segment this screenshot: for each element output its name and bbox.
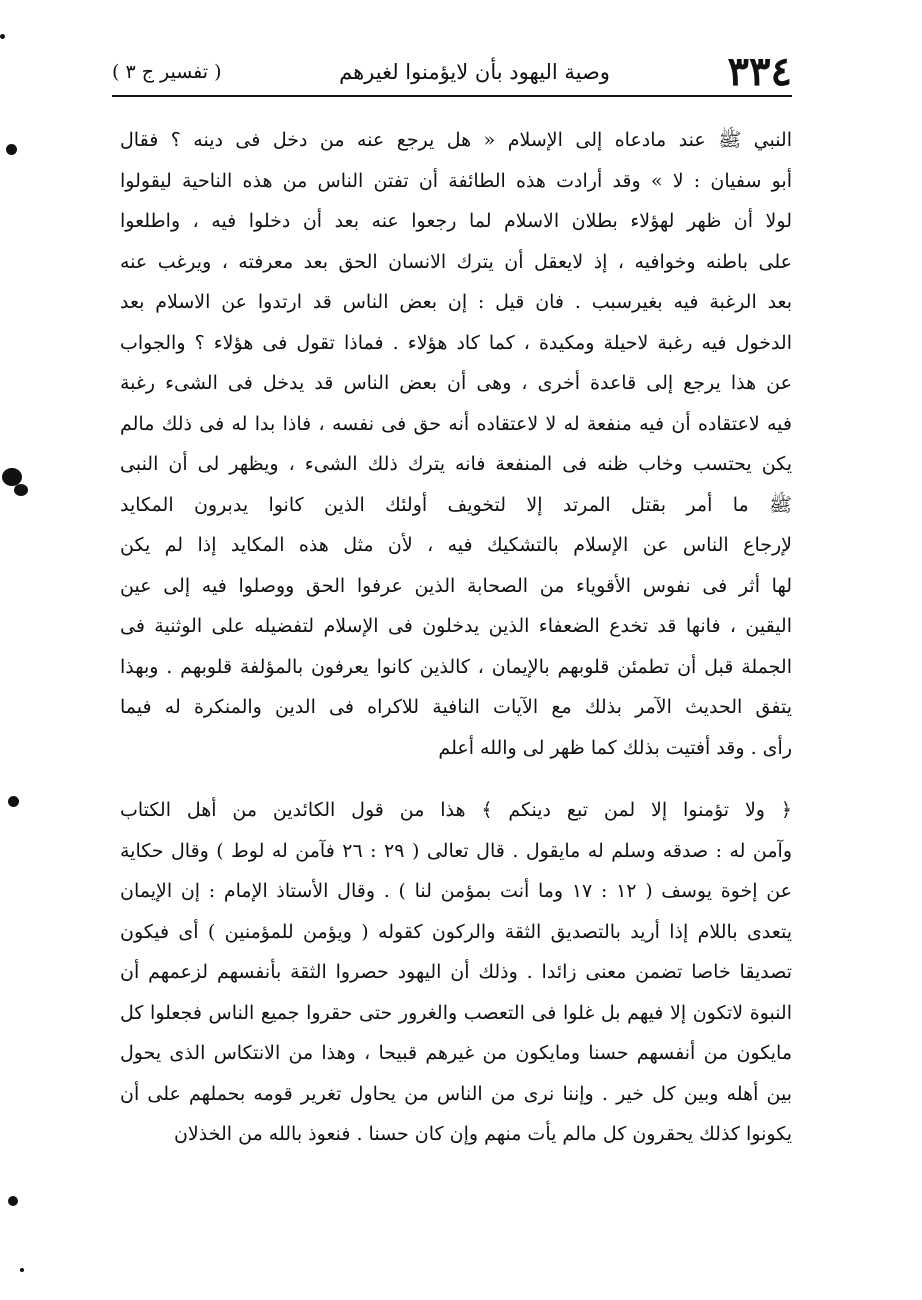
text-line: ﴿ ولا تؤمنوا إلا لمن تبع دينكم ﴾ هذا من قول الكائدين من أهل الكتاب bbox=[120, 799, 792, 821]
scan-speck bbox=[0, 34, 5, 39]
text-line: يكونوا كذلك يحقرون كل مالم يأت منهم وإن كان حسنا . فنعوذ بالله من الخذلان bbox=[173, 1123, 792, 1145]
text-line: مايكون من أنفسهم حسنا ومايكون من غيرهم قبيحا ، وهذا من الانتكاس الذى يحول bbox=[120, 1042, 792, 1064]
paragraph-hadith-apostasy bbox=[120, 120, 792, 768]
text-line: لولا أن ظهر لهؤلاء بطلان الاسلام لما رجعوا عنه بعد أن دخلوا فيه ، واطلعوا bbox=[120, 210, 792, 232]
text-line: فيه لاعتقاده أن فيه منفعة له لا لاعتقاده أنه حق فى نفسه ، فاذا بدا له فى ذلك مالم bbox=[120, 412, 792, 435]
page-number: ٣٣٤ bbox=[727, 48, 792, 95]
page-header bbox=[112, 48, 792, 95]
paragraph-verse-commentary bbox=[120, 790, 792, 1155]
text-line: النبي ﷺ عند مادعاه إلى الإسلام « هل يرجع عنه من دخل فى دينه ؟ فقال bbox=[120, 129, 792, 151]
scan-speck bbox=[6, 144, 17, 155]
header-rule bbox=[112, 95, 792, 97]
text-line: لإرجاع الناس عن الإسلام بالتشكيك فيه ، لأن مثل هذه المكايد إذا لم يكن bbox=[120, 534, 792, 556]
text-line: تصديقا خاصا تضمن معنى زائدا . وذلك أن اليهود حصروا الثقة بأنفسهم لزعمهم أن bbox=[120, 961, 792, 983]
scan-speck bbox=[8, 1196, 18, 1206]
paragraph-gap bbox=[120, 768, 792, 790]
text-line: عن إخوة يوسف ( ١٢ : ١٧ وما أنت بمؤمن لنا ) . وقال الأستاذ الإمام : إن الإيمان bbox=[120, 880, 792, 902]
text-line: يتفق الحديث الآمر بذلك مع الآيات النافية للاكراه فى الدين والمنكرة له فيما bbox=[120, 696, 792, 718]
text-line: يتعدى باللام إذا أريد بالتصديق الثقة والركون كقوله ( ويؤمن للمؤمنين ) أى فيكون bbox=[120, 920, 792, 943]
text-line: بين أهله وبين كل خير . وإننا نرى من الناس من يحاول تغرير قومه بحملهم على أن bbox=[120, 1082, 792, 1105]
text-line: على باطنه وخوافيه ، إذ لايعقل أن يترك الانسان الحق بعد معرفته ، ويرغب عنه bbox=[120, 250, 792, 273]
scan-speck bbox=[20, 1268, 24, 1272]
running-title: وصية اليهود بأن لايؤمنوا لغيرهم bbox=[339, 60, 610, 84]
book-reference: ( تفسير ج ٣ ) bbox=[112, 61, 222, 83]
text-line: بعد الرغبة فيه بغيرسبب . فان قيل : إن بعض الناس قد ارتدوا عن الاسلام بعد bbox=[120, 291, 792, 313]
text-line: رأى . وقد أفتيت بذلك كما ظهر لى والله أعلم bbox=[438, 736, 792, 759]
text-line: لها أثر فى نفوس الأقوياء من الصحابة الذين عرفوا الحق ووصلوا فيه إلى عين bbox=[120, 574, 792, 597]
text-line: ﷺ ما أمر بقتل المرتد إلا لتخويف أولئك الذين كانوا يدبرون المكايد bbox=[120, 493, 792, 516]
text-line: عن هذا يرجع إلى قاعدة أخرى ، وهى أن بعض الناس قد يدخل فى الشىء رغبة bbox=[120, 372, 792, 394]
text-line: الجملة قبل أن تطمئن قلوبهم بالإيمان ، كالذين كانوا يعرفون بالمؤلفة قلوبهم . وبهذا bbox=[120, 655, 792, 678]
text-line: النبوة لاتكون إلا فيهم بل غلوا فى التعصب والغرور حتى حقروا جميع الناس فجعلوا كل bbox=[120, 1001, 792, 1024]
text-line: يكن يحتسب وخاب ظنه فى المنفعة فانه يترك ذلك الشىء ، ويظهر لى أن النبى bbox=[120, 453, 792, 475]
text-line: وآمن له : صدقه وسلم له مايقول . قال تعالى ( ٢٩ : ٢٦ فآمن له لوط ) وقال حكاية bbox=[120, 839, 792, 862]
text-line: أبو سفيان : لا » وقد أرادت هذه الطائفة أن تفتن الناس من هذه الناحية ليقولوا bbox=[120, 169, 792, 192]
scan-speck bbox=[14, 484, 28, 496]
scan-speck bbox=[8, 796, 19, 807]
text-line: الدخول فيه رغبة لاحيلة ومكيدة ، كما كاد هؤلاء . فماذا تقول فى هؤلاء ؟ والجواب bbox=[120, 331, 792, 354]
text-line: اليقين ، فانها قد تخدع الضعفاء الذين يدخلون فى الإسلام لتفضيله على الوثنية فى bbox=[120, 615, 792, 637]
body-text bbox=[120, 120, 792, 1155]
